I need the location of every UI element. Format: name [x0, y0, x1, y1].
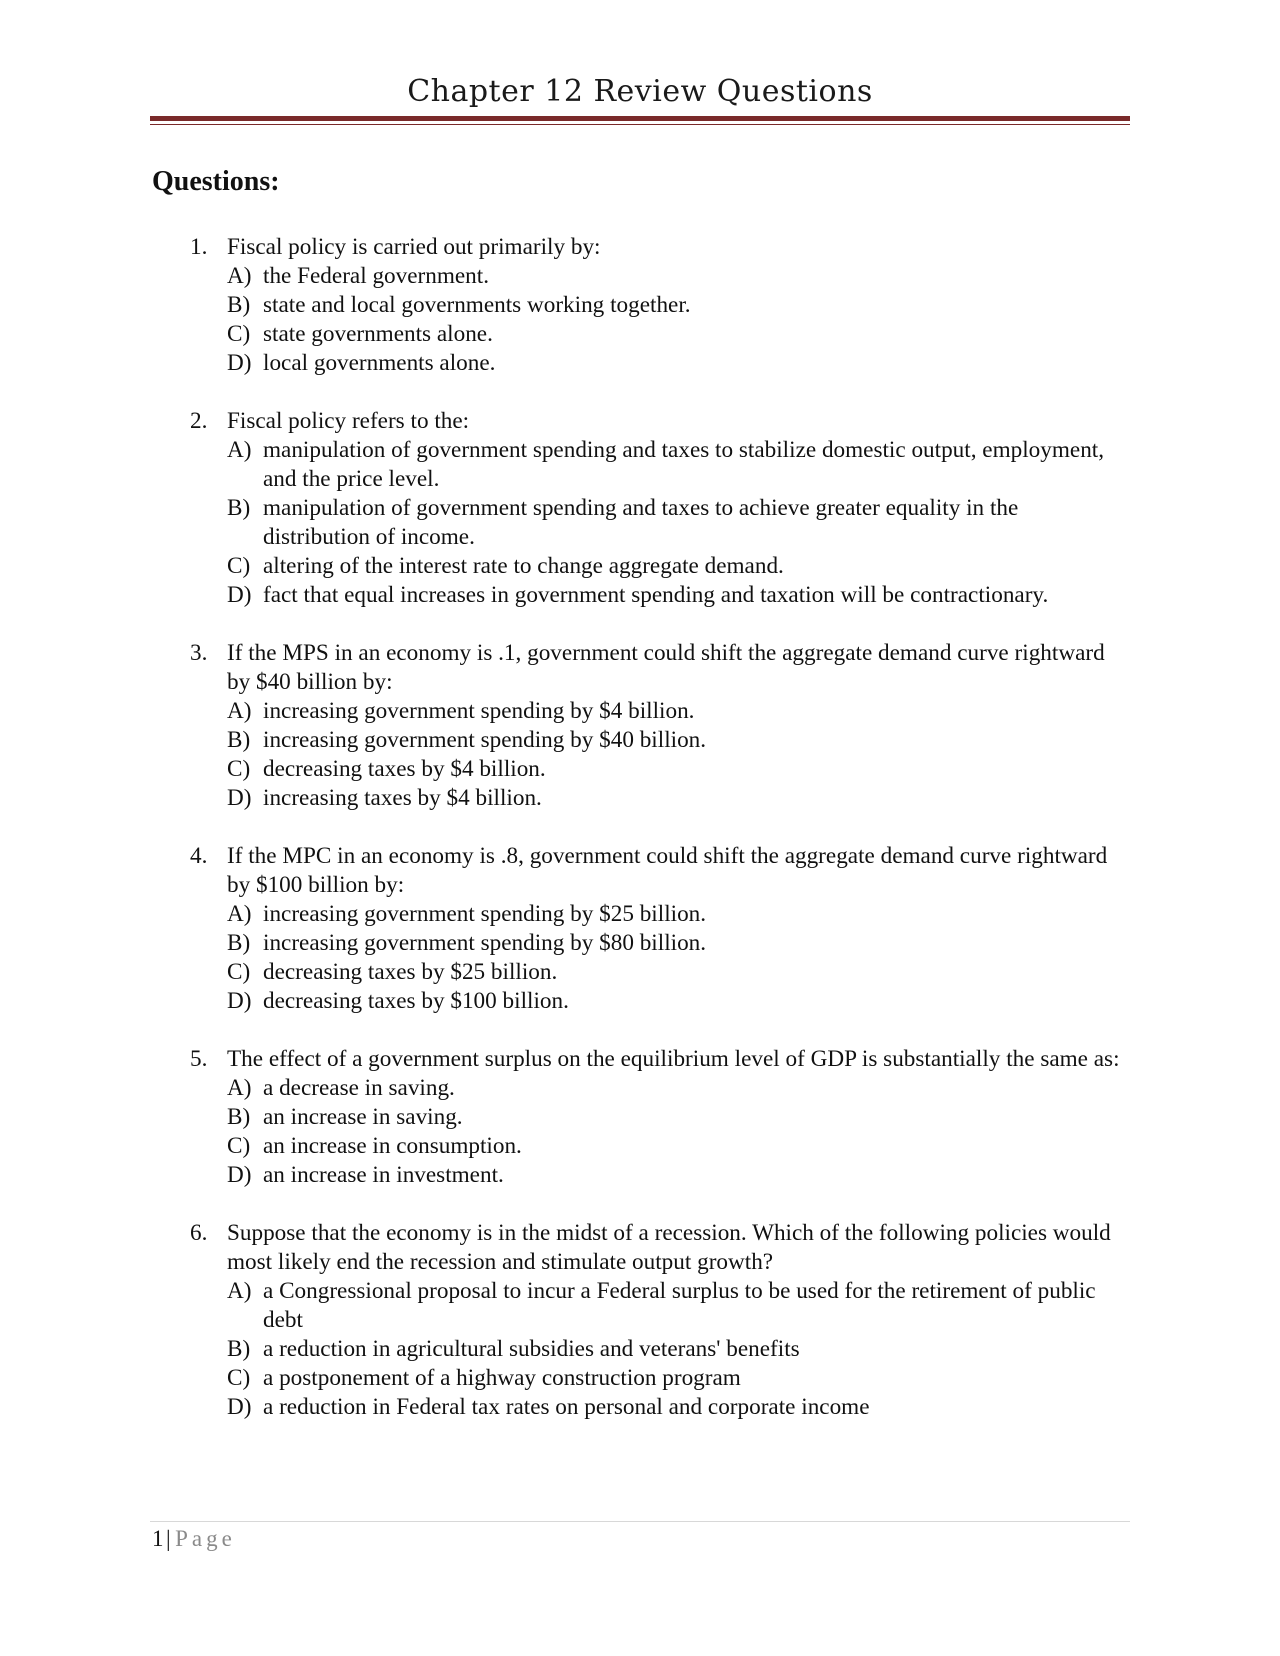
title-rule-thin — [150, 124, 1130, 125]
option-letter: C) — [227, 756, 251, 782]
option-letter: A) — [227, 1075, 252, 1101]
option-letter: B) — [227, 930, 251, 956]
option-letter: B) — [227, 727, 251, 753]
question-item — [186, 842, 1126, 1016]
question-number: 2. — [190, 408, 208, 434]
answer-option — [227, 349, 1126, 378]
question-number: 3. — [190, 640, 208, 666]
option-text: increasing government spending by $40 billion. — [263, 727, 707, 753]
answer-option — [227, 1277, 1126, 1335]
question-item — [186, 1045, 1126, 1190]
option-letter: C) — [227, 1133, 251, 1159]
option-text: an increase in consumption. — [263, 1133, 522, 1159]
option-text: increasing taxes by $4 billion. — [263, 785, 542, 811]
question-stem: If the MPS in an economy is .1, government could shift the aggregate demand curve rightward by $40 billion by: — [227, 640, 1105, 695]
page-title: Chapter 12 Review Questions — [407, 74, 873, 109]
option-letter: A) — [227, 437, 252, 463]
option-letter: B) — [227, 1104, 251, 1130]
answer-option — [227, 552, 1126, 581]
answer-option — [227, 436, 1126, 494]
option-text: increasing government spending by $25 billion. — [263, 901, 707, 927]
option-text: an increase in saving. — [263, 1104, 463, 1130]
answer-option — [227, 726, 1126, 755]
answer-option — [227, 929, 1126, 958]
option-text: increasing government spending by $80 billion. — [263, 930, 707, 956]
option-letter: A) — [227, 1278, 252, 1304]
option-text: state governments alone. — [263, 321, 493, 347]
option-letter: C) — [227, 553, 251, 579]
answer-option — [227, 1103, 1126, 1132]
option-letter: A) — [227, 901, 252, 927]
option-text: decreasing taxes by $25 billion. — [263, 959, 558, 985]
option-letter: D) — [227, 1162, 252, 1188]
option-letter: D) — [227, 350, 252, 376]
option-text: an increase in investment. — [263, 1162, 504, 1188]
question-stem: The effect of a government surplus on the equilibrium level of GDP is substantially the same as: — [227, 1046, 1120, 1072]
option-text: a decrease in saving. — [263, 1075, 455, 1101]
answer-option — [227, 987, 1126, 1016]
option-text: the Federal government. — [263, 263, 489, 289]
answer-option — [227, 494, 1126, 552]
option-text: manipulation of government spending and taxes to achieve greater equality in the distribution of income. — [263, 495, 1019, 550]
option-text: altering of the interest rate to change aggregate demand. — [263, 553, 784, 579]
option-text: local governments alone. — [263, 350, 496, 376]
question-number: 4. — [190, 843, 208, 869]
question-item — [186, 233, 1126, 378]
answer-option — [227, 1074, 1126, 1103]
question-stem: Suppose that the economy is in the midst of a recession. Which of the following policies would most likely end the recession and stimulate output growth? — [227, 1220, 1111, 1275]
question-stem: Fiscal policy is carried out primarily by: — [227, 234, 601, 260]
question-list — [186, 233, 1126, 1451]
option-letter: C) — [227, 321, 251, 347]
option-text: a reduction in Federal tax rates on personal and corporate income — [263, 1394, 870, 1420]
question-item — [186, 407, 1126, 610]
option-letter: D) — [227, 988, 252, 1014]
section-heading: Questions: — [152, 166, 280, 197]
option-text: decreasing taxes by $100 billion. — [263, 988, 569, 1014]
question-number: 6. — [190, 1220, 208, 1246]
question-number: 1. — [190, 234, 208, 260]
answer-option — [227, 1335, 1126, 1364]
question-item — [186, 639, 1126, 813]
answer-option — [227, 320, 1126, 349]
footer-separator: | — [166, 1526, 172, 1551]
page-number: 1 — [152, 1526, 164, 1551]
option-letter: B) — [227, 292, 251, 318]
option-letter: D) — [227, 582, 252, 608]
question-stem: If the MPC in an economy is .8, government could shift the aggregate demand curve rightward by $100 billion by: — [227, 843, 1108, 898]
option-letter: D) — [227, 785, 252, 811]
footer-page-label: Page — [175, 1526, 236, 1551]
page-footer — [152, 1526, 236, 1552]
option-text: manipulation of government spending and taxes to stabilize domestic output, employment, and the price level. — [263, 437, 1105, 492]
answer-option — [227, 697, 1126, 726]
option-text: state and local governments working together. — [263, 292, 691, 318]
title-rule-thick — [150, 116, 1130, 121]
answer-option — [227, 291, 1126, 320]
option-letter: C) — [227, 1365, 251, 1391]
answer-option — [227, 1364, 1126, 1393]
answer-option — [227, 755, 1126, 784]
answer-option — [227, 1393, 1126, 1422]
answer-option — [227, 900, 1126, 929]
option-text: a reduction in agricultural subsidies and veterans' benefits — [263, 1336, 800, 1362]
option-letter: A) — [227, 263, 252, 289]
option-text: a Congressional proposal to incur a Federal surplus to be used for the retirement of public debt — [263, 1278, 1096, 1333]
option-letter: B) — [227, 495, 251, 521]
option-text: a postponement of a highway construction program — [263, 1365, 741, 1391]
question-number: 5. — [190, 1046, 208, 1072]
footer-rule — [150, 1521, 1130, 1522]
option-letter: D) — [227, 1394, 252, 1420]
answer-option — [227, 262, 1126, 291]
answer-option — [227, 1161, 1126, 1190]
option-text: increasing government spending by $4 billion. — [263, 698, 695, 724]
question-stem: Fiscal policy refers to the: — [227, 408, 470, 434]
answer-option — [227, 958, 1126, 987]
option-text: decreasing taxes by $4 billion. — [263, 756, 546, 782]
question-item — [186, 1219, 1126, 1422]
answer-option — [227, 1132, 1126, 1161]
answer-option — [227, 784, 1126, 813]
option-letter: C) — [227, 959, 251, 985]
answer-option — [227, 581, 1126, 610]
option-text: fact that equal increases in government spending and taxation will be contractionary. — [263, 582, 1049, 608]
option-letter: A) — [227, 698, 252, 724]
option-letter: B) — [227, 1336, 251, 1362]
